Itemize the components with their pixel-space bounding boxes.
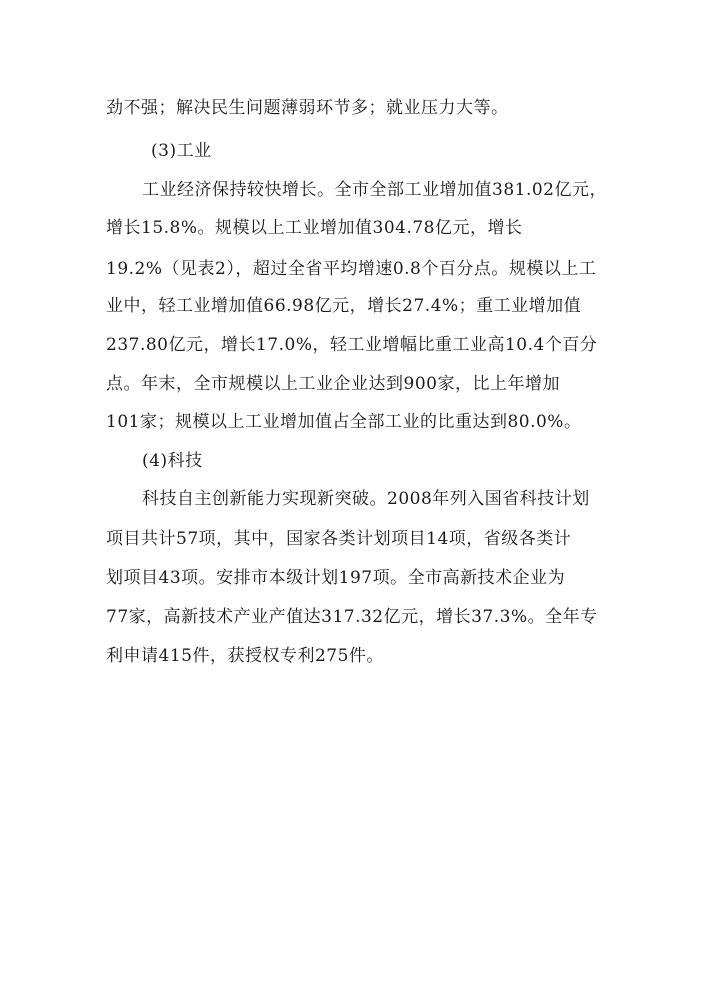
paragraph-line-1: 劲不强；解决民生问题薄弱环节多；就业压力大等。	[106, 98, 509, 118]
paragraph-line-11: 划项目43项。安排市本级计划197项。全市高新技术企业为	[106, 568, 566, 588]
paragraph-line-6: 237.80亿元，增长17.0%，轻工业增幅比重工业高10.4个百分	[106, 335, 598, 355]
paragraph-line-10: 项目共计57项，其中，国家各类计划项目14项，省级各类计	[106, 529, 572, 549]
paragraph-line-9: 科技自主创新能力实现新突破。2008年列入国省科技计划	[142, 489, 590, 509]
paragraph-line-13: 利申请415件，获授权专利275件。	[106, 646, 384, 666]
paragraph-line-8: 101家；规模以上工业增加值占全部工业的比重达到80.0%。	[106, 412, 582, 432]
section-heading-industry: (3)工业	[151, 141, 212, 161]
paragraph-line-5: 业中，轻工业增加值66.98亿元，增长27.4%；重工业增加值	[106, 296, 582, 316]
paragraph-line-7: 点。年末，全市规模以上工业企业达到900家，比上年增加	[106, 374, 560, 394]
section-heading-technology: (4)科技	[142, 451, 203, 471]
paragraph-line-4: 19.2%（见表2），超过全省平均增速0.8个百分点。规模以上工	[106, 259, 597, 279]
paragraph-line-3: 增长15.8%。规模以上工业增加值304.78亿元，增长	[106, 218, 523, 238]
paragraph-line-12: 77家，高新技术产业产值达317.32亿元，增长37.3%。全年专	[106, 607, 598, 627]
paragraph-line-2: 工业经济保持较快增长。全市全部工业增加值381.02亿元，	[142, 180, 607, 200]
